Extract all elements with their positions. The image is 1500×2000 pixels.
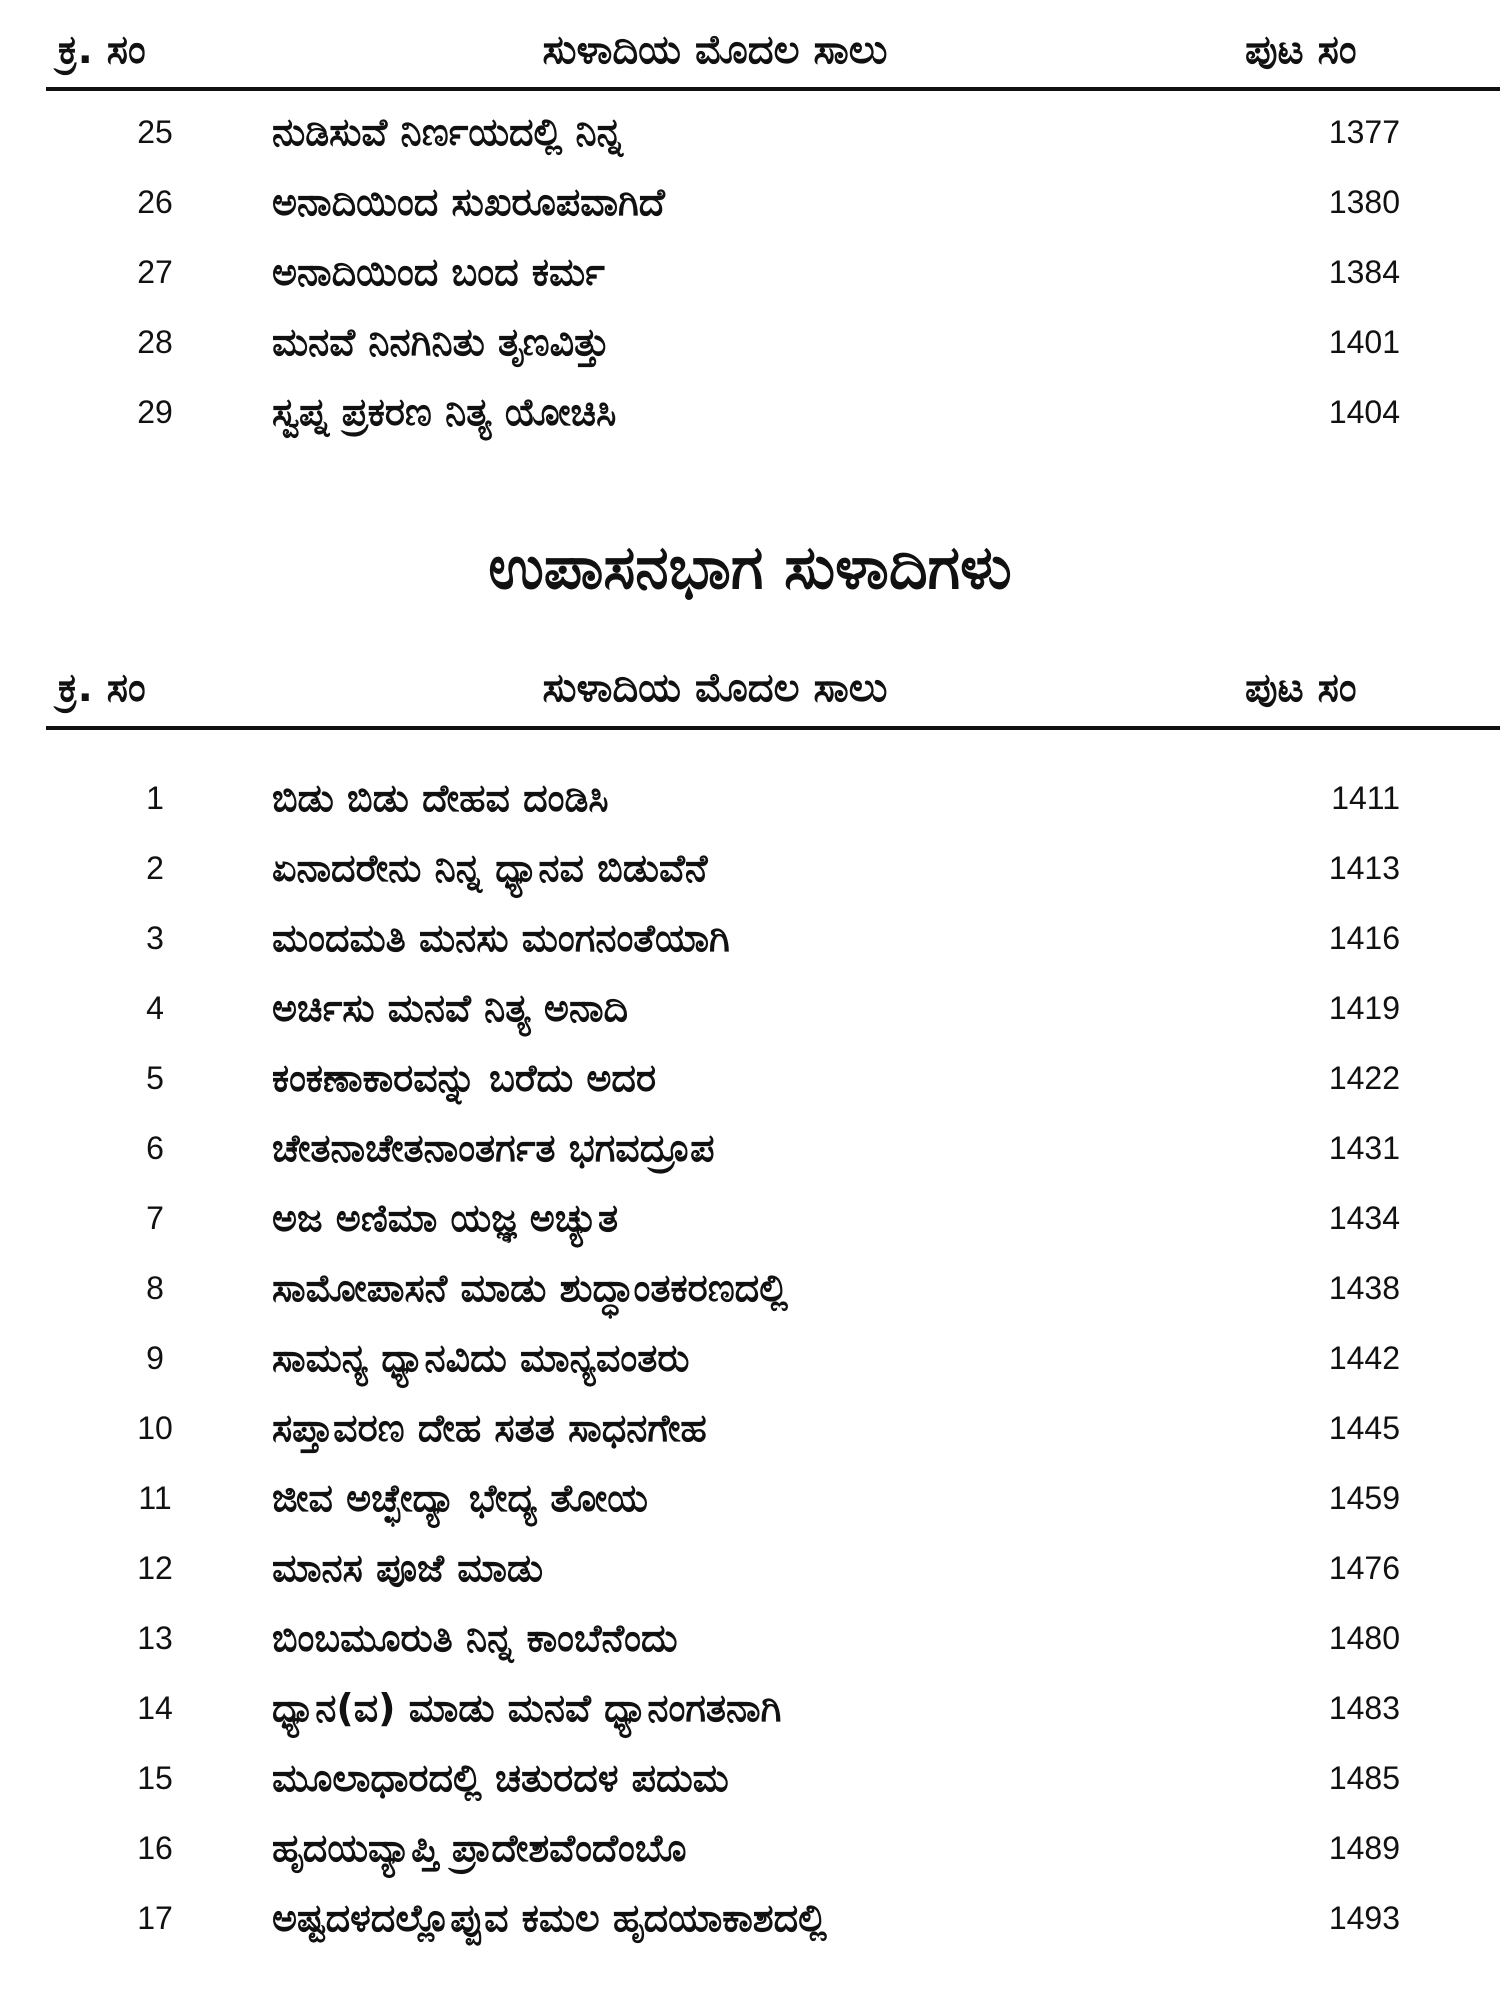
row-serial: 3 [146,920,164,956]
row-serial: 16 [137,1830,173,1866]
table1-header-page: ಪುಟ ಸಂ [1245,27,1357,73]
row-serial: 11 [138,1480,172,1516]
row-serial: 26 [137,184,173,220]
row-serial: 7 [146,1200,164,1236]
row-page-number: 1380 [1328,184,1400,220]
row-page-number: 1401 [1328,324,1400,360]
row-serial: 15 [137,1760,173,1796]
row-serial: 13 [137,1620,173,1656]
row-serial: 6 [146,1130,164,1166]
row-serial: 1 [146,780,164,816]
table1-header-first-line: ಸುಳಾದಿಯ ಮೊದಲ ಸಾಲು [542,27,888,73]
row-first-line: ಸಾಮನ್ಯ ಧ್ಯಾನವಿದು ಮಾನ್ಯವಂತರು [272,1336,690,1380]
row-page-number: 1384 [1328,254,1400,290]
row-first-line: ಅನಾದಿಯಿಂದ ಬಂದ ಕರ್ಮ [272,250,605,294]
table1-header-rule [46,87,1500,91]
row-page-number: 1431 [1328,1130,1400,1166]
row-first-line: ಮೂಲಾಧಾರದಲ್ಲಿ ಚತುರದಳ ಪದುಮ [272,1756,729,1800]
row-serial: 2 [146,850,164,886]
row-first-line: ಹೃದಯವ್ಯಾಪ್ತಿ ಪ್ರಾದೇಶವೆಂದೆಂಬೊ [272,1826,687,1870]
row-first-line: ನುಡಿಸುವೆ ನಿರ್ಣಯದಲ್ಲಿ ನಿನ್ನ [272,110,623,154]
row-serial: 27 [137,254,173,290]
section-title: ಉಪಾಸನಭಾಗ ಸುಳಾದಿಗಳು [488,533,1012,603]
row-serial: 25 [137,114,173,150]
row-page-number: 1413 [1328,850,1400,886]
row-first-line: ಸಾಮೋಪಾಸನೆ ಮಾಡು ಶುದ್ಧಾಂತಕರಣದಲ್ಲಿ [272,1266,788,1310]
table2-header-first-line: ಸುಳಾದಿಯ ಮೊದಲ ಸಾಲು [542,665,888,711]
row-serial: 12 [137,1550,173,1586]
row-page-number: 1404 [1328,394,1400,430]
row-serial: 4 [146,990,164,1026]
row-page-number: 1377 [1328,114,1400,150]
row-first-line: ಅನಾದಿಯಿಂದ ಸುಖರೂಪವಾಗಿದೆ [272,180,665,224]
row-page-number: 1416 [1328,920,1400,956]
row-page-number: 1419 [1328,990,1400,1026]
row-serial: 5 [146,1060,164,1096]
row-page-number: 1480 [1328,1620,1400,1656]
row-page-number: 1489 [1328,1830,1400,1866]
row-page-number: 1438 [1328,1270,1400,1306]
row-first-line: ಅಷ್ಟದಳದಲ್ಲೊಪ್ಪುವ ಕಮಲ ಹೃದಯಾಕಾಶದಲ್ಲಿ [272,1896,827,1940]
row-page-number: 1442 [1328,1340,1400,1376]
row-first-line: ಏನಾದರೇನು ನಿನ್ನ ಧ್ಯಾನವ ಬಿಡುವೆನೆ [272,846,708,890]
row-first-line: ಅಜ ಅಣಿಮಾ ಯಜ್ಞ ಅಚ್ಯುತ [272,1196,619,1240]
row-page-number: 1493 [1328,1900,1400,1936]
row-page-number: 1411 [1331,780,1400,816]
table2-header-rule [46,726,1500,730]
row-first-line: ಕಂಕಣಾಕಾರವನ್ನು ಬರೆದು ಅದರ [272,1056,657,1100]
row-page-number: 1483 [1328,1690,1400,1726]
row-first-line: ಜೀವ ಅಚ್ಛೇದ್ಯಾ ಭೇದ್ಯ ತೋಯ [272,1476,648,1520]
row-first-line: ಬಿಂಬಮೂರುತಿ ನಿನ್ನ ಕಾಂಬೆನೆಂದು [272,1616,678,1660]
row-first-line: ಮಾನಸ ಪೂಜೆ ಮಾಡು [272,1546,544,1590]
table2-header-page: ಪುಟ ಸಂ [1245,665,1357,711]
row-first-line: ಧ್ಯಾನ(ವ) ಮಾಡು ಮನವೆ ಧ್ಯಾನಂಗತನಾಗಿ [272,1686,782,1730]
row-first-line: ಅರ್ಚಿಸು ಮನವೆ ನಿತ್ಯ ಅನಾದಿ [272,986,629,1030]
table2-header-serial: ಕ್ರ. ಸಂ [58,665,146,711]
row-serial: 9 [146,1340,164,1376]
row-page-number: 1459 [1328,1480,1400,1516]
row-first-line: ಸಪ್ತಾವರಣ ದೇಹ ಸತತ ಸಾಧನಗೇಹ [272,1406,707,1450]
row-first-line: ಬಿಡು ಬಿಡು ದೇಹವ ದಂಡಿಸಿ [272,776,609,820]
row-page-number: 1476 [1328,1550,1400,1586]
row-first-line: ಚೇತನಾಚೇತನಾಂತರ್ಗತ ಭಗವದ್ರೂಪ [272,1126,715,1170]
row-serial: 14 [137,1690,173,1726]
row-serial: 8 [146,1270,164,1306]
row-page-number: 1445 [1328,1410,1400,1446]
row-serial: 29 [137,394,173,430]
row-serial: 28 [137,324,173,360]
row-page-number: 1485 [1328,1760,1400,1796]
row-first-line: ಮಂದಮತಿ ಮನಸು ಮಂಗನಂತೆಯಾಗಿ [272,916,730,960]
row-page-number: 1434 [1328,1200,1400,1236]
row-serial: 17 [137,1900,173,1936]
table1-header-serial: ಕ್ರ. ಸಂ [58,27,146,73]
row-first-line: ಸ್ವಪ್ನ ಪ್ರಕರಣ ನಿತ್ಯ ಯೋಚಿಸಿ [272,390,617,434]
row-first-line: ಮನವೆ ನಿನಗಿನಿತು ತೃಣವಿತ್ತು [272,320,610,364]
row-page-number: 1422 [1328,1060,1400,1096]
row-serial: 10 [137,1410,173,1446]
